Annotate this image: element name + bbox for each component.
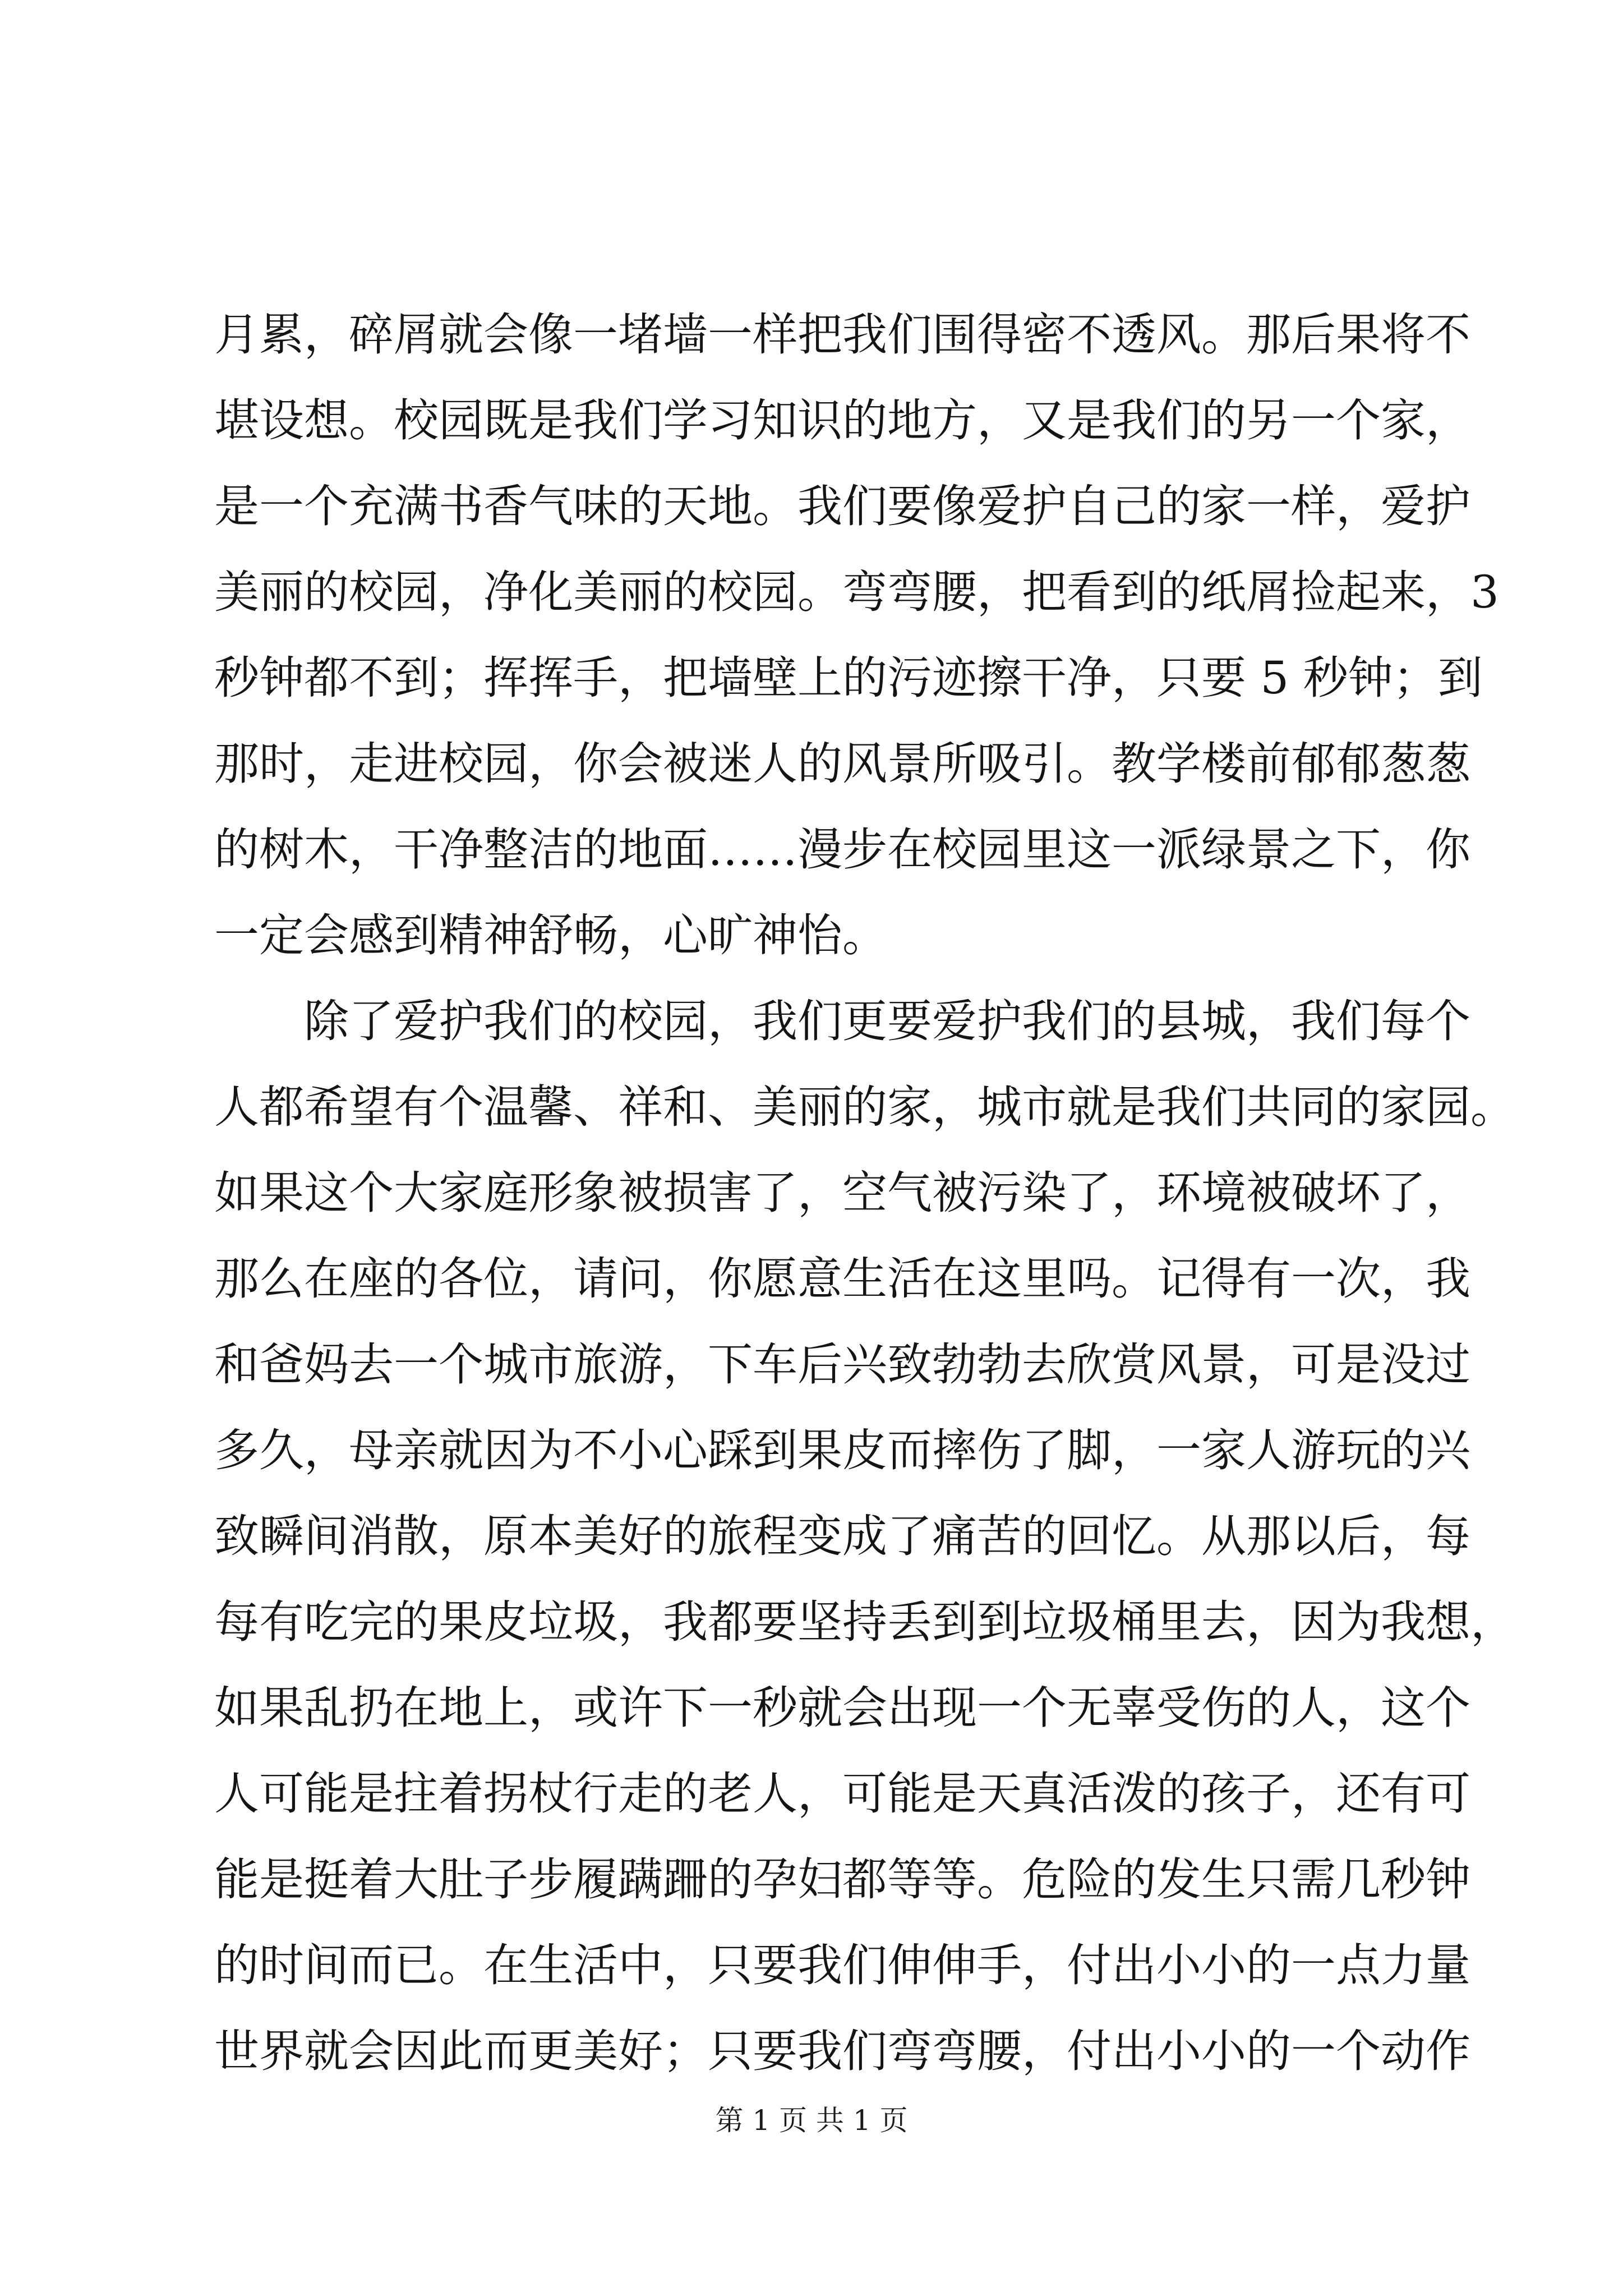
text-line: 的时间而已。在生活中，只要我们伸伸手，付出小小的一点力量 [214, 1939, 1470, 1991]
text-line: 是一个充满书香气味的天地。我们要像爱护自己的家一样，爱护 [214, 480, 1470, 532]
text-line: 堪设想。校园既是我们学习知识的地方，又是我们的另一个家， [214, 394, 1470, 447]
text-line: 月累，碎屑就会像一堵墙一样把我们围得密不透风。那后果将不 [214, 309, 1470, 361]
text-line: 和爸妈去一个城市旅游，下车后兴致勃勃去欣赏风景，可是没过 [214, 1338, 1470, 1391]
text-line: 能是挺着大肚子步履蹒跚的孕妇都等等。危险的发生只需几秒钟 [214, 1853, 1470, 1906]
text-line: 每有吃完的果皮垃圾，我都要坚持丢到到垃圾桶里去，因为我想， [214, 1596, 1515, 1648]
text-line: 的树木，干净整洁的地面……漫步在校园里这一派绿景之下，你 [214, 823, 1470, 876]
text-line: 人都希望有个温馨、祥和、美丽的家，城市就是我们共同的家园。 [214, 1081, 1515, 1133]
text-line: 致瞬间消散，原本美好的旅程变成了痛苦的回忆。从那以后，每 [214, 1510, 1470, 1562]
text-line: 美丽的校园，净化美丽的校园。弯弯腰，把看到的纸屑捡起来，3 [214, 566, 1499, 618]
text-line: 如果这个大家庭形象被损害了，空气被污染了，环境被破坏了， [214, 1167, 1470, 1219]
text-line: 那时，走进校园，你会被迷人的风景所吸引。教学楼前郁郁葱葱 [214, 738, 1470, 790]
text-line: 那么在座的各位，请问，你愿意生活在这里吗。记得有一次，我 [214, 1253, 1470, 1305]
text-line: 人可能是拄着拐杖行走的老人，可能是天真活泼的孩子，还有可 [214, 1768, 1470, 1820]
page-footer [0, 2101, 1623, 2140]
paragraph-start-line: 除了爱护我们的校园，我们更要爱护我们的县城，我们每个 [214, 995, 1470, 1047]
text-line: 多久，母亲就因为不小心踩到果皮而摔伤了脚，一家人游玩的兴 [214, 1424, 1470, 1476]
text-line: 一定会感到精神舒畅，心旷神怡。 [214, 909, 887, 961]
text-line: 世界就会因此而更美好；只要我们弯弯腰，付出小小的一个动作 [214, 2025, 1470, 2077]
page-number-label: 第 1 页 共 1 页 [715, 2104, 908, 2137]
document-body [214, 292, 1515, 2094]
text-line: 秒钟都不到；挥挥手，把墙壁上的污迹擦干净，只要 5 秒钟；到 [214, 652, 1483, 704]
text-line: 如果乱扔在地上，或许下一秒就会出现一个无辜受伤的人，这个 [214, 1682, 1470, 1734]
